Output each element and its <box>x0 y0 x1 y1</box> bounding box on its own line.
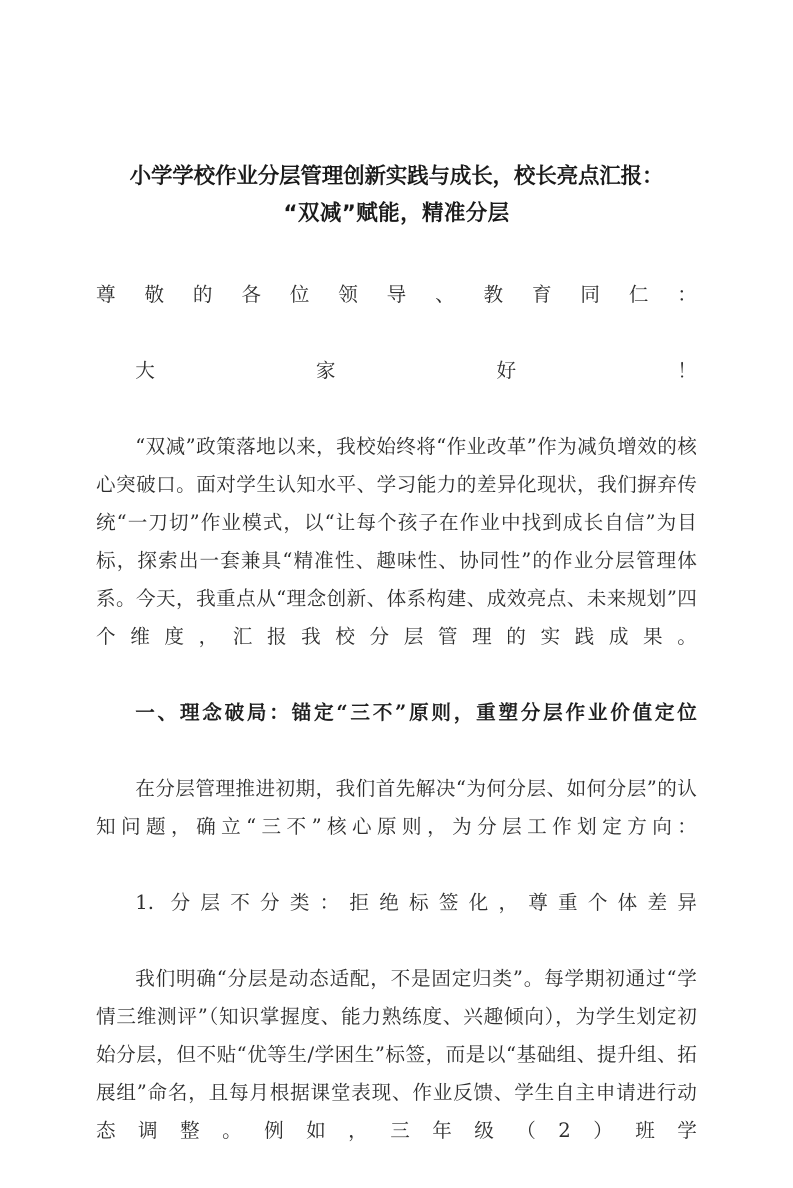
paragraph-salutation: 尊敬的各位领导、教育同仁： <box>96 283 697 306</box>
paragraph-intro: “双减”政策落地以来，我校始终将“作业改革”作为减负增效的核心突破口。面对学生认知水平、学习能力的差异化现状，我们摒弃传统“一刀切”作业模式，以“让每个孩子在作业中找到成长自信”为目标，探索出一套兼具“精准性、趣味性、协同性”的作业分层管理体系。今天，我重点从“理念创新、体系构建、成效亮点、未来规划”四个维度，汇报我校分层管理的实践成果。 <box>96 435 697 648</box>
document-body <box>96 276 697 1188</box>
paragraph-greeting: 大家好！ <box>135 359 697 382</box>
section-heading-1: 一、理念破局：锚定“三不”原则，重塑分层作业价值定位 <box>135 701 697 724</box>
paragraph-section-1-intro: 在分层管理推进初期，我们首先解决“为何分层、如何分层”的认知问题，确立“三不”核心原则，为分层工作划定方向： <box>96 777 697 838</box>
page-title-line-1: 小学学校作业分层管理创新实践与成长，校长亮点汇报： <box>129 164 664 189</box>
page-title-line-2: “双减”赋能，精准分层 <box>283 201 510 226</box>
list-item-1-body: 我们明确“分层是动态适配，不是固定归类”。每学期初通过“学情三维测评”（知识掌握度、能力熟练度、兴趣倾向），为学生划定初始分层，但不贴“优等生/学困生”标签，而是以“基础组、提升组、拓展组”命名，且每月根据课堂表现、作业反馈、学生自主申请进行动态调整。例如，三年级（2）班学 <box>96 967 697 1142</box>
page-title <box>96 158 697 232</box>
list-item-1-title: 1. 分层不分类：拒绝标签化，尊重个体差异 <box>135 891 697 914</box>
